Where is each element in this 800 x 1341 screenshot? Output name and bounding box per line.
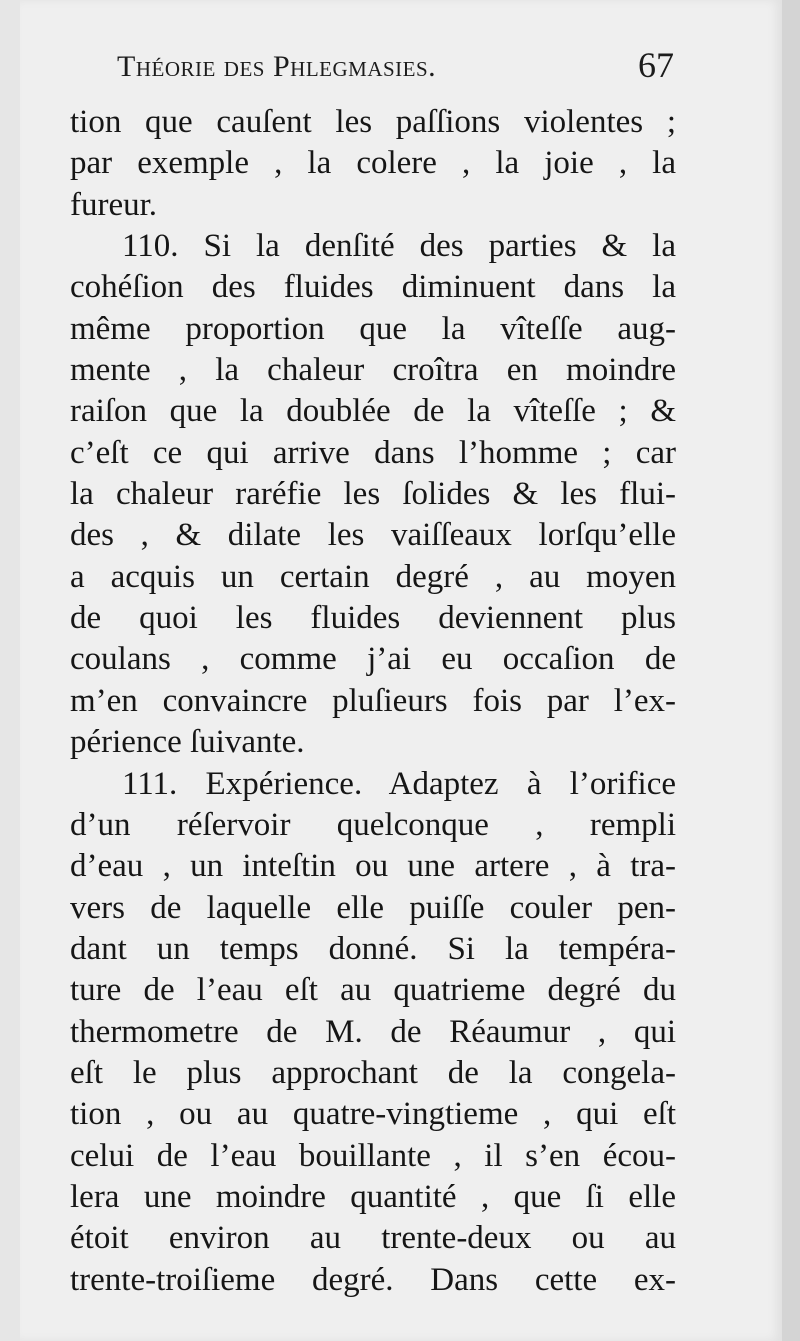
body-text <box>70 102 676 1301</box>
text-line: tion , ou au quatre-vingtieme , qui eſt <box>70 1096 676 1133</box>
text-line: même proportion que la vîteſſe aug- <box>70 310 676 347</box>
text-line: fureur. <box>70 186 158 223</box>
text-line: tion que cauſent les paſſions violentes ; <box>70 104 676 140</box>
text-line: trente-troiſieme degré. Dans cette ex- <box>70 1261 676 1298</box>
text-line: celui de l’eau bouillante , il s’en écou- <box>70 1137 676 1174</box>
text-line: c’eſt ce qui arrive dans l’homme ; car <box>70 434 676 471</box>
text-line: de quoi les fluides deviennent plus <box>70 600 676 637</box>
text-line: étoit environ au trente-deux ou au <box>70 1220 676 1257</box>
text-line: par exemple , la colere , la joie , la <box>70 145 676 182</box>
page-number: 67 <box>638 45 674 85</box>
text-line: périence ſuivante. <box>70 724 305 761</box>
text-line: d’eau , un inteſtin ou une artere , à tra- <box>70 848 676 885</box>
text-line: 111. Expérience. Adaptez à l’orifice <box>122 765 676 802</box>
text-line: ture de l’eau eſt au quatrieme degré du <box>70 972 676 1009</box>
text-line: 110. Si la denſité des parties & la <box>122 228 676 265</box>
text-line: d’un réſervoir quelconque , rempli <box>70 806 676 843</box>
text-line: la chaleur raréfie les ſolides & les flui- <box>70 476 676 513</box>
page-gutter <box>0 0 20 1341</box>
text-line: des , & dilate les vaiſſeaux lorſqu’elle <box>70 517 676 554</box>
text-line: raiſon que la doublée de la vîteſſe ; & <box>70 393 676 430</box>
text-line: mente , la chaleur croîtra en moindre <box>70 352 676 389</box>
running-title: Théorie des Phlegmasies. <box>117 50 437 83</box>
text-line: cohéſion des fluides diminuent dans la <box>70 269 676 306</box>
text-line: dant un temps donné. Si la tempéra- <box>70 930 676 967</box>
text-line: m’en convaincre pluſieurs fois par l’ex- <box>70 682 676 719</box>
book-page <box>20 0 782 1341</box>
text-line: a acquis un certain degré , au moyen <box>70 558 676 595</box>
text-line: thermometre de M. de Réaumur , qui <box>70 1013 676 1050</box>
page-header <box>92 44 682 94</box>
text-line: vers de laquelle elle puiſſe couler pen- <box>70 889 676 926</box>
text-line: eſt le plus approchant de la congela- <box>70 1054 676 1091</box>
text-line: coulans , comme j’ai eu occaſion de <box>70 641 676 678</box>
text-line: lera une moindre quantité , que ſi elle <box>70 1178 676 1215</box>
